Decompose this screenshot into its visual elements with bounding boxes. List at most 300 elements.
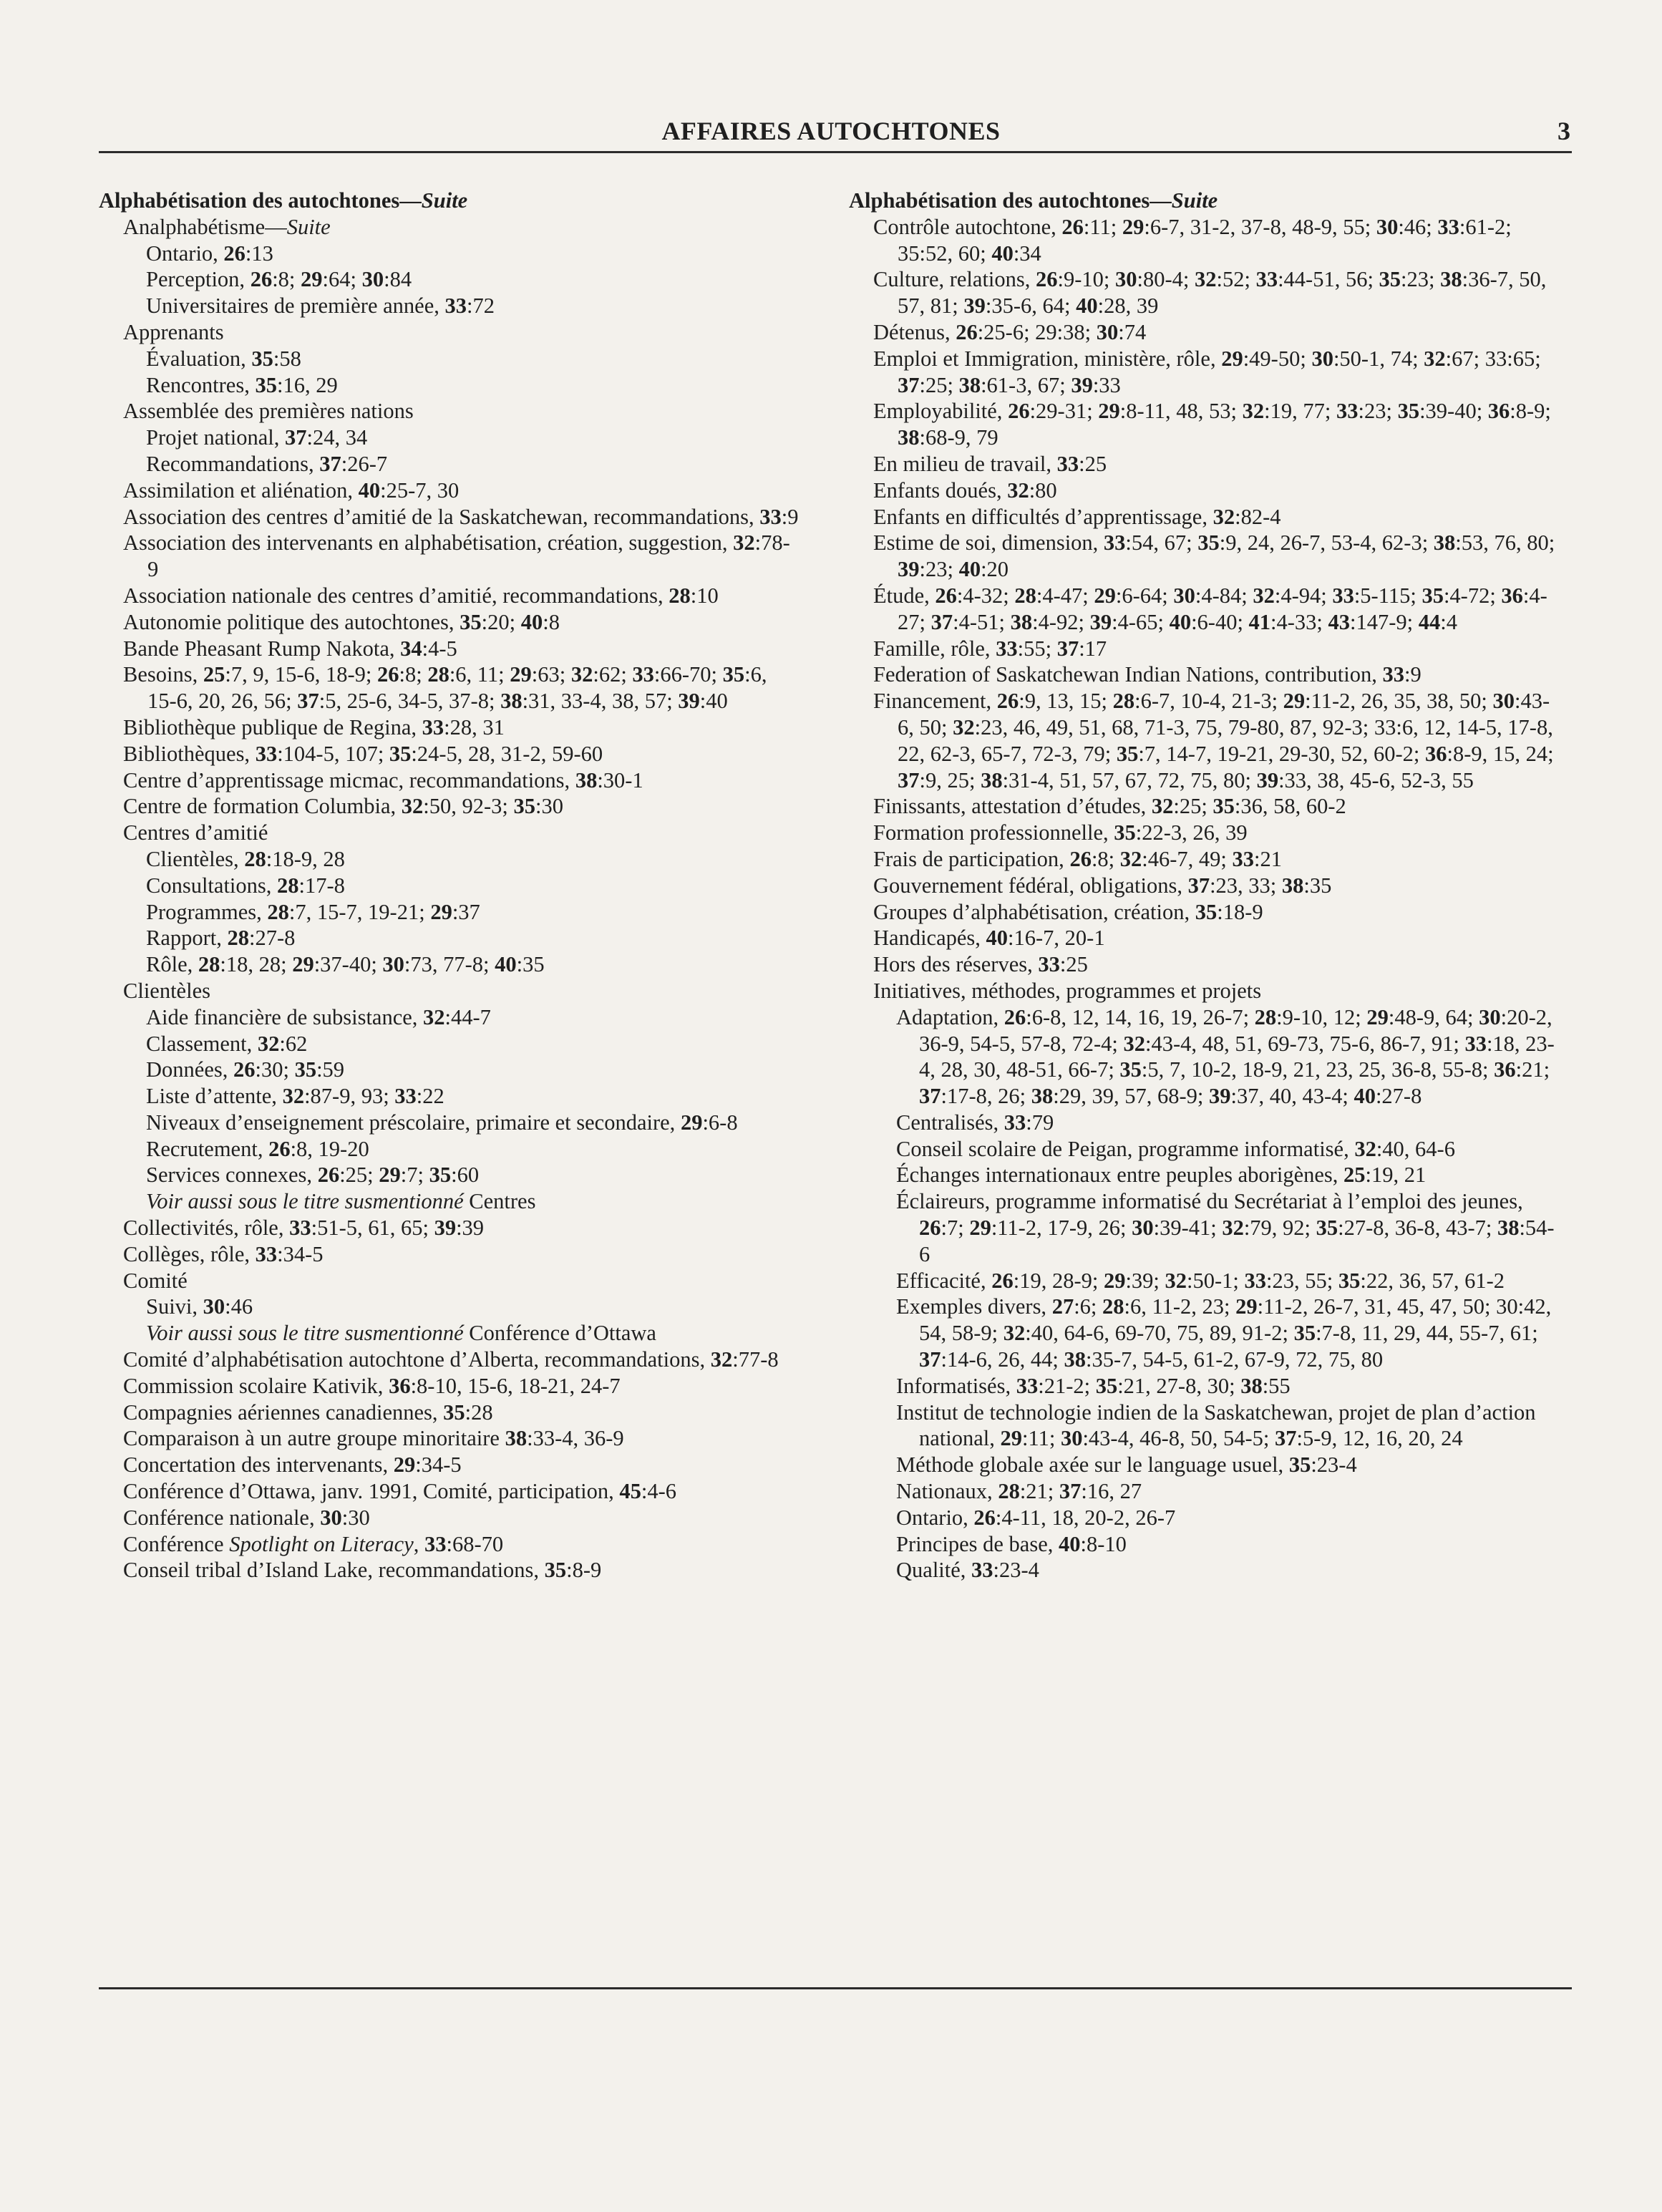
entry-text: Finissants, attestation d’études,	[873, 794, 1152, 819]
entry-text: 28	[277, 873, 299, 898]
index-subentry	[146, 1162, 800, 1188]
entry-text: Informatisés,	[896, 1373, 1016, 1398]
entry-text: :9-10, 12;	[1276, 1004, 1367, 1029]
index-entry	[123, 1347, 800, 1373]
entry-text: 37	[930, 609, 953, 634]
entry-text: :43-4, 46-8, 50, 54-5;	[1082, 1426, 1275, 1451]
entry-text: 28	[1112, 689, 1135, 714]
entry-text: 30	[1376, 214, 1399, 239]
index-subentry	[896, 1505, 1565, 1531]
entry-text: Voir aussi sous le titre susmentionné	[146, 1321, 464, 1346]
entry-text: :25;	[919, 372, 959, 397]
entry-text: 29	[301, 267, 323, 292]
entry-text: Spotlight on Literacy	[229, 1531, 414, 1556]
entry-text: 39	[1089, 609, 1112, 634]
entry-text: 41	[1248, 609, 1271, 634]
entry-text: 37	[919, 1084, 941, 1109]
entry-text: :23;	[1358, 399, 1398, 424]
entry-text: :11;	[1022, 1426, 1061, 1451]
entry-text: ,	[413, 1531, 424, 1556]
entry-text: Hors des réserves,	[873, 952, 1039, 977]
index-entry	[123, 398, 800, 425]
entry-text: :26-7	[341, 451, 388, 476]
entry-text: :29, 39, 57, 68-9;	[1053, 1084, 1209, 1109]
entry-text: 38	[1031, 1084, 1054, 1109]
entry-text: :4-72;	[1443, 583, 1502, 608]
entry-text: Projet national,	[146, 425, 285, 450]
entry-text: :4	[1440, 609, 1457, 634]
entry-text: :8;	[272, 267, 301, 292]
index-subentry	[146, 1031, 800, 1057]
entry-text: :37-40;	[314, 952, 383, 977]
entry-text: 33	[1382, 662, 1404, 687]
index-entry	[123, 714, 800, 741]
entry-text: 29	[1283, 689, 1306, 714]
entry-text: 35	[1397, 399, 1420, 424]
entry-text: :11-2, 17-9, 26;	[991, 1216, 1132, 1241]
entry-text: :73, 77-8;	[404, 952, 495, 977]
entry-text: 39	[1071, 372, 1093, 397]
entry-text: Formation professionnelle,	[873, 820, 1114, 845]
entry-text: :7, 9, 15-6, 18-9;	[225, 662, 377, 687]
entry-text: Comité	[123, 1268, 188, 1293]
entry-text: :87-9, 93;	[304, 1084, 395, 1109]
entry-text: 37	[898, 767, 920, 792]
index-subentry	[146, 873, 800, 899]
entry-text: Conférence d’Ottawa, janv. 1991, Comité, participation,	[123, 1479, 620, 1504]
entry-text: Conseil tribal d’Island Lake, recommandations,	[123, 1558, 545, 1583]
entry-text: 25	[1343, 1163, 1366, 1188]
entry-text: :62;	[593, 662, 633, 687]
entry-text: :8;	[1091, 846, 1120, 871]
entry-text: :78-9	[147, 530, 790, 582]
entry-text: 36	[1487, 399, 1510, 424]
entry-text: 33	[1016, 1373, 1039, 1398]
index-subentry	[896, 1478, 1565, 1505]
entry-text: 40	[1354, 1084, 1376, 1109]
entry-text: :68-70	[446, 1531, 504, 1556]
entry-text: :80	[1029, 477, 1057, 503]
entry-text: 34	[400, 636, 422, 661]
entry-text: 35	[722, 662, 745, 687]
entry-text: 32	[257, 1031, 280, 1056]
entry-text: :30;	[255, 1057, 295, 1082]
entry-text: Rapport,	[146, 926, 228, 951]
entry-text: Alphabétisation des autochtones—	[849, 188, 1172, 213]
entry-text: :18, 28;	[220, 952, 293, 977]
entry-text: :4-92;	[1032, 609, 1090, 634]
index-entry	[123, 504, 800, 530]
entry-text: :40, 64-6	[1376, 1136, 1455, 1161]
entry-text: 38	[1064, 1347, 1086, 1372]
entry-text: :72	[466, 294, 495, 319]
entry-text: Rôle,	[146, 952, 198, 977]
entry-text: 26	[1061, 214, 1084, 239]
entry-text: :8;	[399, 662, 428, 687]
entry-text: 32	[710, 1347, 733, 1372]
index-subentry	[896, 1188, 1565, 1267]
index-heading	[99, 188, 800, 214]
entry-text: :5, 7, 10-2, 18-9, 21, 23, 25, 36-8, 55-8;	[1141, 1057, 1495, 1082]
entry-text: :54, 67;	[1125, 530, 1198, 556]
entry-text: :53, 76, 80;	[1455, 530, 1555, 556]
index-entry	[123, 214, 800, 241]
entry-text: 29	[969, 1216, 991, 1241]
entry-text: :35-7, 54-5, 61-2, 67-9, 72, 75, 80	[1085, 1347, 1384, 1372]
entry-text: Suite	[421, 188, 468, 213]
index-subentry	[146, 1294, 800, 1320]
entry-text: 29	[510, 662, 532, 687]
entry-text: :37	[452, 899, 480, 924]
entry-text: 37	[1275, 1426, 1297, 1451]
entry-text: 26	[268, 1136, 291, 1161]
entry-text: 29	[1098, 399, 1120, 424]
index-entry	[123, 1400, 800, 1426]
entry-text: Suivi,	[146, 1294, 203, 1319]
index-entry	[123, 793, 800, 820]
entry-text: :25;	[339, 1163, 379, 1188]
entry-text: 35	[429, 1163, 452, 1188]
entry-text: 26	[919, 1216, 941, 1241]
entry-text: 30	[1096, 319, 1119, 344]
entry-text: Gouvernement fédéral, obligations,	[873, 873, 1188, 898]
index-subentry	[146, 846, 800, 873]
entry-text: :25	[1059, 952, 1088, 977]
index-entry	[123, 1241, 800, 1268]
entry-text: :6, 15-6, 20, 26, 56;	[147, 662, 767, 714]
entry-text: :17-8, 26;	[941, 1084, 1031, 1109]
entry-text: 35	[1293, 1321, 1316, 1346]
entry-text: :11;	[1083, 214, 1122, 239]
entry-text: 28	[244, 846, 266, 871]
entry-text: 32	[282, 1084, 305, 1109]
entry-text: :46;	[1398, 214, 1438, 239]
index-subentry	[146, 266, 800, 293]
entry-text: 29	[430, 899, 452, 924]
entry-text: 32	[570, 662, 593, 687]
index-subentry	[146, 1136, 800, 1163]
entry-text: :5, 25-6, 34-5, 37-8;	[319, 689, 501, 714]
index-entry	[873, 873, 1565, 899]
entry-text: 32	[733, 530, 755, 556]
index-entry	[873, 266, 1565, 319]
entry-text: Données,	[146, 1057, 233, 1082]
entry-text: Méthode globale axée sur le language usuel,	[896, 1452, 1289, 1478]
index-entry	[123, 661, 800, 714]
entry-text: Culture, relations,	[873, 267, 1036, 292]
index-subentry	[896, 1452, 1565, 1478]
entry-text: 29	[393, 1452, 416, 1478]
entry-text: :6, 11-2, 23;	[1124, 1294, 1236, 1319]
entry-text: 30	[382, 952, 404, 977]
entry-text: :19, 21	[1365, 1163, 1427, 1188]
entry-text: Employabilité,	[873, 399, 1009, 424]
entry-text: 39	[1208, 1084, 1231, 1109]
entry-text: :6-7, 31-2, 37-8, 48-9, 55;	[1144, 214, 1376, 239]
entry-text: 33	[444, 294, 467, 319]
entry-text: 40	[358, 477, 381, 503]
index-entry	[873, 688, 1565, 793]
entry-text: 26	[991, 1268, 1014, 1293]
entry-text: 33	[394, 1084, 417, 1109]
entry-text: :8-9, 15, 24;	[1447, 741, 1554, 766]
index-subentry	[146, 293, 800, 319]
entry-text: :23, 55;	[1266, 1268, 1338, 1293]
entry-text: Centre de formation Columbia,	[123, 794, 402, 819]
entry-text: Clientèles	[123, 978, 210, 1003]
entry-text: Famille, rôle,	[873, 636, 996, 661]
entry-text: :4-27;	[898, 583, 1547, 634]
entry-text: :25	[1079, 451, 1107, 476]
entry-text: :6-40;	[1191, 609, 1249, 634]
entry-text: Nationaux,	[896, 1479, 998, 1504]
entry-text: 33	[1103, 530, 1126, 556]
entry-text: 38	[505, 1426, 528, 1451]
entry-text: :39-40;	[1419, 399, 1488, 424]
entry-text: Estime de soi, dimension,	[873, 530, 1104, 556]
entry-text: Voir aussi sous le titre susmentionné	[146, 1189, 464, 1214]
entry-text: :28	[465, 1400, 493, 1425]
entry-text: Association nationale des centres d’amitié, recommandations,	[123, 583, 669, 608]
entry-text: 33	[1336, 399, 1359, 424]
entry-text: 36	[389, 1373, 411, 1398]
entry-text: 32	[1151, 794, 1174, 819]
entry-text: Consultations,	[146, 873, 278, 898]
entry-text: :30-1	[597, 767, 643, 792]
entry-text: :35	[1303, 873, 1332, 898]
index-subentry	[896, 1557, 1565, 1583]
entry-text: Perception,	[146, 267, 251, 292]
index-entry	[873, 319, 1565, 346]
entry-text: :19, 77;	[1264, 399, 1336, 424]
entry-text: 32	[1354, 1136, 1376, 1161]
entry-text: 28	[198, 952, 220, 977]
entry-text: Exemples divers,	[896, 1294, 1052, 1319]
index-subentry	[146, 425, 800, 451]
entry-text: :9, 24, 26-7, 53-4, 62-3;	[1219, 530, 1434, 556]
entry-text: 32	[1424, 346, 1446, 371]
entry-text: :39	[456, 1216, 485, 1241]
entry-text: 36	[1501, 583, 1523, 608]
entry-text: :62	[279, 1031, 308, 1056]
entry-text: 32	[1194, 267, 1217, 292]
entry-text: Recrutement,	[146, 1136, 269, 1161]
entry-text: 28	[669, 583, 691, 608]
entry-text: 35	[1195, 899, 1218, 924]
index-entry	[123, 1373, 800, 1400]
entry-text: :22	[416, 1084, 444, 1109]
entry-text: Comité d’alphabétisation autochtone d’Alberta, recommandations,	[123, 1347, 711, 1372]
entry-text: Recommandations,	[146, 451, 320, 476]
entry-text: 30	[1479, 1004, 1501, 1029]
entry-text: 30	[361, 267, 384, 292]
entry-text: :61-2; 35:52, 60;	[898, 214, 1512, 266]
entry-text: :36, 58, 60-2	[1234, 794, 1346, 819]
entry-text: :43-6, 50;	[898, 689, 1550, 739]
entry-text: 43	[1328, 609, 1351, 634]
entry-text: :20;	[481, 609, 521, 634]
entry-text: :63;	[531, 662, 571, 687]
entry-text: 32	[423, 1004, 445, 1029]
entry-text: :44-7	[444, 1004, 491, 1029]
entry-text: 35	[1197, 530, 1220, 556]
index-entry	[123, 1215, 800, 1241]
entry-text: :39;	[1125, 1268, 1165, 1293]
entry-text: Federation of Saskatchewan Indian Nations, contribution,	[873, 662, 1383, 687]
entry-text: Suite	[286, 214, 331, 239]
entry-text: 39	[963, 294, 986, 319]
entry-text: 29	[1235, 1294, 1258, 1319]
entry-text: Clientèles,	[146, 846, 245, 871]
entry-text: 26	[376, 662, 399, 687]
entry-text: Qualité,	[896, 1558, 972, 1583]
entry-text: 30	[1173, 583, 1195, 608]
entry-text: :43-4, 48, 51, 69-73, 75-6, 86-7, 91;	[1145, 1031, 1465, 1056]
entry-text: Bibliothèques,	[123, 741, 256, 766]
entry-text: Emploi et Immigration, ministère, rôle,	[873, 346, 1222, 371]
entry-text: :23, 33;	[1210, 873, 1282, 898]
entry-text: :9	[781, 504, 799, 529]
entry-text: :23;	[1401, 267, 1441, 292]
entry-text: Association des centres d’amitié de la Saskatchewan, recommandations,	[123, 504, 760, 529]
entry-text: :46-7, 49;	[1142, 846, 1233, 871]
entry-text: :29-31;	[1029, 399, 1099, 424]
entry-text: Ontario,	[896, 1505, 974, 1530]
index-subentry	[146, 1110, 800, 1136]
index-subentry	[896, 1136, 1565, 1163]
entry-text: :4-47;	[1036, 583, 1094, 608]
entry-text: Centralisés,	[896, 1110, 1004, 1135]
entry-text: 33	[1464, 1031, 1487, 1056]
entry-text: 30	[1492, 689, 1515, 714]
entry-text: 40	[520, 609, 543, 634]
entry-text: :59	[316, 1057, 345, 1082]
entry-text: Collectivités, rôle,	[123, 1216, 290, 1241]
entry-text: :7;	[941, 1216, 970, 1241]
entry-text: 26	[1069, 846, 1092, 871]
entry-text: :7;	[400, 1163, 429, 1188]
entry-text: 38	[1497, 1216, 1520, 1241]
entry-text: 33	[1244, 1268, 1267, 1293]
entry-text: :7, 15-7, 19-21;	[288, 899, 431, 924]
entry-text: 29	[1103, 1268, 1126, 1293]
entry-text: Aide financière de subsistance,	[146, 1004, 424, 1029]
entry-text: :30	[535, 794, 564, 819]
entry-text: :4-51;	[953, 609, 1011, 634]
entry-text: 26	[223, 241, 246, 266]
entry-text: :27-8	[249, 926, 296, 951]
entry-text: :60	[451, 1163, 480, 1188]
entry-text: Commission scolaire Kativik,	[123, 1373, 389, 1398]
index-entry	[873, 978, 1565, 1004]
entry-text: :9	[1404, 662, 1422, 687]
entry-text: 40	[986, 926, 1009, 951]
entry-text: Enfants en difficultés d’apprentissage,	[873, 504, 1213, 529]
entry-text: :5-9, 12, 16, 20, 24	[1296, 1426, 1463, 1451]
entry-text: :33-4, 36-9	[527, 1426, 624, 1451]
index-subentry	[146, 451, 800, 477]
entry-text: 33	[1056, 451, 1079, 476]
index-entry	[873, 477, 1565, 504]
entry-text: :8-9;	[1510, 399, 1551, 424]
index-entry	[873, 636, 1565, 662]
entry-text: :6, 11;	[449, 662, 510, 687]
entry-text: Étude,	[873, 583, 936, 608]
entry-text: Concertation des intervenants,	[123, 1452, 394, 1478]
index-entry	[123, 1505, 800, 1531]
entry-text: 33	[996, 636, 1018, 661]
entry-text: 26	[233, 1057, 256, 1082]
entry-text: Assimilation et aliénation,	[123, 477, 359, 503]
entry-text: :8	[543, 609, 560, 634]
entry-text: :84	[384, 267, 412, 292]
entry-text: Alphabétisation des autochtones—	[99, 188, 422, 213]
entry-text: :23;	[919, 557, 959, 582]
entry-text: :51-5, 61, 65;	[311, 1216, 434, 1241]
entry-text: En milieu de travail,	[873, 451, 1057, 476]
entry-text: Adaptation,	[896, 1004, 1004, 1029]
entry-text: 38	[981, 767, 1003, 792]
index-subentry	[896, 1004, 1565, 1110]
entry-text: Efficacité,	[896, 1268, 992, 1293]
entry-text: 40	[991, 241, 1014, 266]
entry-text: :79	[1026, 1110, 1054, 1135]
entry-text: 38	[500, 689, 523, 714]
entry-text: 32	[1222, 1216, 1244, 1241]
entry-text: 30	[320, 1505, 342, 1530]
entry-text: 26	[1008, 399, 1030, 424]
entry-text: :67; 33:65;	[1445, 346, 1541, 371]
entry-text: Contrôle autochtone,	[873, 214, 1062, 239]
entry-text: :19, 28-9;	[1013, 1268, 1104, 1293]
entry-text: 35	[1213, 794, 1235, 819]
entry-text: :4-32;	[956, 583, 1015, 608]
entry-text: :11-2, 26, 35, 38, 50;	[1305, 689, 1493, 714]
entry-text: :50, 92-3;	[423, 794, 514, 819]
entry-text: :8-10	[1080, 1531, 1127, 1556]
index-entry	[873, 899, 1565, 926]
entry-text: 45	[619, 1479, 641, 1504]
index-entry	[873, 214, 1565, 267]
entry-text: :40, 64-6, 69-70, 75, 89, 91-2;	[1025, 1321, 1294, 1346]
entry-text: :50-1, 74;	[1333, 346, 1424, 371]
entry-text: :55;	[1017, 636, 1057, 661]
index-entry	[873, 530, 1565, 583]
index-entry	[123, 477, 800, 504]
entry-text: 37	[319, 451, 341, 476]
entry-text: :22, 36, 57, 61-2	[1360, 1268, 1505, 1293]
entry-text: :39-41;	[1153, 1216, 1223, 1241]
entry-text: 32	[1165, 1268, 1187, 1293]
entry-text: :9, 25;	[919, 767, 981, 792]
entry-text: 30	[1132, 1216, 1154, 1241]
entry-text: :23-4	[993, 1558, 1039, 1583]
index-subentry	[896, 1531, 1565, 1558]
entry-text: 33	[1232, 846, 1254, 871]
entry-text: 35	[255, 372, 277, 397]
entry-text: Bibliothèque publique de Regina,	[123, 714, 422, 739]
entry-text: 30	[1311, 346, 1333, 371]
entry-text: Frais de participation,	[873, 846, 1070, 871]
entry-text: :66-70;	[653, 662, 723, 687]
entry-text: :4-6	[641, 1479, 677, 1504]
entry-text: 39	[1256, 767, 1279, 792]
entry-text: :27-8	[1375, 1084, 1422, 1109]
entry-text: 33	[1003, 1110, 1026, 1135]
entry-text: :9-10;	[1057, 267, 1115, 292]
entry-text: 40	[1059, 1531, 1081, 1556]
entry-text: Universitaires de première année,	[146, 294, 445, 319]
